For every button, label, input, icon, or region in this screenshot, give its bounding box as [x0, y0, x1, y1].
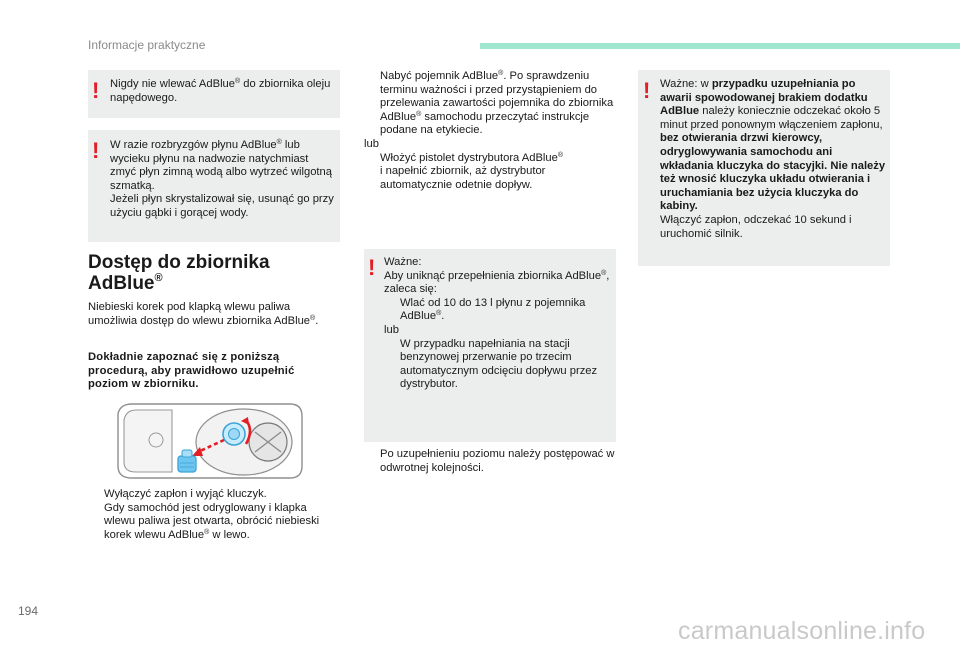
- or-connector: lub: [384, 323, 399, 336]
- watermark: carmanualsonline.info: [678, 617, 926, 645]
- fuel-flap-drawing: [112, 400, 306, 482]
- bullet-icon: [384, 338, 400, 392]
- list-item: Wyłączyć zapłon i wyjąć kluczyk.: [88, 488, 340, 502]
- warning-icon: !: [643, 78, 651, 103]
- bullet-icon: [364, 70, 380, 138]
- bullet-icon: [88, 488, 104, 502]
- column2-steps: [364, 70, 616, 192]
- list-item: W przypadku napełniania na stacji benzynowej przerwanie po trzecim automatycznym odcięciu dopływu przez dystrybutor.: [384, 338, 612, 392]
- section-accent-bar: [480, 43, 960, 49]
- section-title: Informacje praktyczne: [88, 38, 206, 52]
- list-item: Włożyć pistolet dystrybutora AdBlue® i napełnić zbiornik, aż dystrybutor automatycznie odetnie dopływ.: [364, 152, 616, 193]
- important-box-col3: [638, 70, 890, 266]
- list-item: Wlać od 10 do 13 l płynu z pojemnika AdBlue®.: [384, 297, 612, 324]
- column1-steps: [88, 488, 340, 542]
- intro-paragraph: Niebieski korek pod klapką wlewu paliwa umożliwia dostęp do wlewu zbiornika AdBlue®.: [88, 301, 319, 327]
- important-note-text: Ważne: Aby uniknąć przepełnienia zbiornika AdBlue®, zaleca się: Wlać od 10 do 13 l płynu z pojemnika AdBlue®. lub W przypadku napełniania na stacji benzynowej przerwanie po trzecim automatycznym odcięciu dopływu przez dystrybutor.: [384, 256, 612, 392]
- warning-icon: !: [92, 138, 100, 163]
- or-connector: lub: [364, 137, 379, 150]
- important-note-box: [364, 249, 616, 442]
- important-text-col3: Ważne: w przypadku uzupełniania po awarii spowodowanej brakiem dodatku AdBlue należy koniecznie odczekać około 5 minut przed ponownym włączeniem zapłonu, bez otwierania drzwi kierowcy, odryglowywania samochodu ani wkładania kluczyka do stacyjki. Nie należy też wnosić kluczyka układu otwierania i uruchamiania bez użycia kluczyka do kabiny. Włączyć zapłon, odczekać 10 sekund i uruchomić silnik.: [660, 78, 886, 240]
- warning-box-2: [88, 130, 340, 242]
- bullet-icon: [364, 152, 380, 193]
- warning-icon: !: [92, 78, 100, 103]
- warning-box-1: [88, 70, 340, 118]
- final-step: [364, 448, 616, 475]
- list-item: Po uzupełnieniu poziomu należy postępować w odwrotnej kolejności.: [364, 448, 616, 475]
- warning-text-2: W razie rozbryzgów płynu AdBlue® lub wycieku płynu na nadwozie natychmiast zmyć płyn zimną wodą albo wytrzeć wilgotną szmatką. Jeżeli płyn skrystalizował się, usunąć go przy użyciu gąbki i gorącej wody.: [110, 139, 334, 219]
- bullet-icon: [364, 448, 380, 475]
- list-item: Gdy samochód jest odryglowany i klapka wlewu paliwa jest otwarta, obrócić niebieski korek wlewu AdBlue® w lewo.: [88, 502, 340, 543]
- section-heading: Dostęp do zbiornika AdBlue®: [88, 252, 270, 294]
- warning-icon: !: [368, 255, 376, 280]
- fuel-flap-illustration: [112, 400, 306, 482]
- bold-instruction: Dokładnie zapoznać się z poniższą procedurą, aby prawidłowo uzupełnić poziom w zbiorniku.: [88, 351, 295, 391]
- bullet-icon: [88, 502, 104, 543]
- warning-text-1: Nigdy nie wlewać AdBlue® do zbiornika oleju napędowego.: [110, 78, 331, 104]
- list-item: Nabyć pojemnik AdBlue®. Po sprawdzeniu terminu ważności i przed przystąpieniem do przelewania zawartości pojemnika do zbiornika AdBlue® samochodu przeczytać instrukcje podane na etykiecie.: [364, 70, 616, 138]
- bullet-icon: [384, 297, 400, 324]
- page-number: 194: [18, 604, 39, 618]
